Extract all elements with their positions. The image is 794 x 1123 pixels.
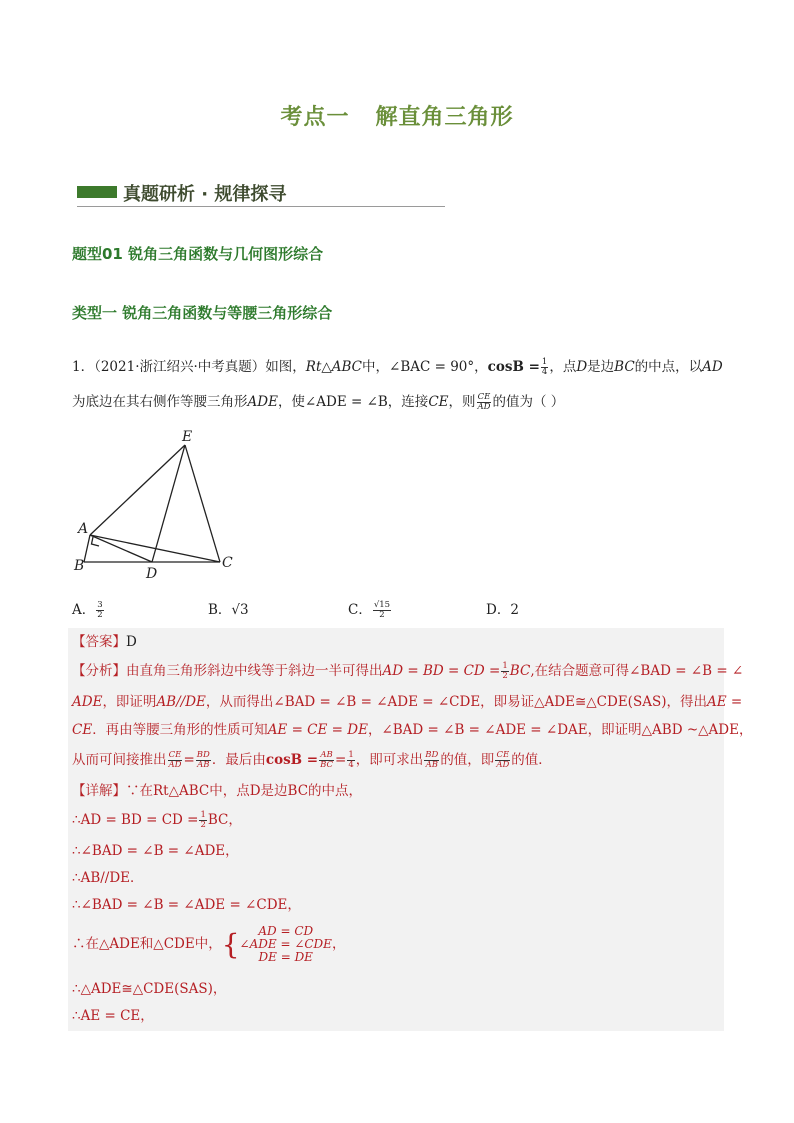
label-B: B [74, 558, 85, 574]
answer-line: 【答案】D [72, 634, 137, 650]
detail-line-5: ∴∠BAD = ∠B = ∠ADE = ∠CDE， [72, 897, 301, 913]
detail-line-7: ∴△ADE≅△CDE(SAS)， [72, 981, 227, 997]
detail-line-8: ∴AE = CE， [72, 1008, 154, 1024]
segment-AB [84, 535, 90, 562]
banner-bar [77, 186, 117, 198]
option-d[interactable]: D．2 [486, 602, 519, 618]
analysis-line-4: 从而可间接推出 $\frac{CE}{AD}$ = $\frac{BD}{AB}$ ．最后由cosB = $\frac{AB}{BC}$ = $\frac{1}{4}$ ，即可求出 $\frac{BD}{AB}$ 的值，即 $\frac{CE}{AD}$ 的值． [72, 750, 552, 770]
detail-line-2: ∴AD = BD = CD = $\frac{1}{2}$ BC， [72, 810, 242, 830]
fraction: $\frac{CE}{AD}$ [477, 392, 491, 412]
detail-line-4: ∴AB//DE． [72, 870, 144, 886]
title-part2: 解直角三角形 [375, 105, 514, 130]
heading-type01: 题型01 锐角三角函数与几何图形综合 [72, 245, 324, 263]
option-a[interactable]: A． $\frac{3}{2}$ [72, 600, 103, 620]
segment-AC [90, 535, 220, 562]
option-b[interactable]: B．√3 [208, 602, 249, 618]
analysis-line-3: CE．再由等腰三角形的性质可知AE = CE = DE，∠BAD = ∠B = ∠ADE = ∠DAE，即证明△ABD ~△ADE， [72, 722, 753, 738]
equation-system: AD = CD ∠ADE = ∠CDE DE = DE [239, 924, 332, 964]
title-part1: 考点一 [280, 105, 350, 130]
question-line-1: 1．（2021·浙江绍兴·中考真题）如图，Rt△ABC中，∠BAC = 90°，cosB = $\frac{1}{4}$ ，点D是边BC的中点，以AD [72, 357, 723, 377]
label-C: C [222, 555, 233, 571]
fraction: $\frac{1}{4}$ [541, 357, 548, 377]
page-title [0, 100, 794, 131]
option-c[interactable]: C． $\frac{√15}{2}$ [348, 600, 391, 620]
segment-AD [90, 535, 152, 562]
banner-text: 真题研析 · 规律探寻 [123, 184, 287, 205]
banner-underline [77, 206, 445, 207]
detail-line-1: 【详解】∵在Rt△ABC中，点D是边BC的中点， [72, 783, 363, 799]
analysis-line-2: ADE，即证明AB//DE，从而得出∠BAD = ∠B = ∠ADE = ∠CDE，即易证△ADE≅△CDE(SAS)，得出AE = [72, 694, 743, 710]
label-E: E [182, 429, 193, 445]
segment-AE [90, 445, 185, 535]
label-A: A [78, 521, 89, 537]
segment-EC [185, 445, 220, 562]
segment-ED [152, 445, 185, 562]
question-line-2: 为底边在其右侧作等腰三角形ADE，使∠ADE = ∠B，连接CE，则 $\frac{CE}{AD}$ 的值为（ ） [72, 392, 565, 412]
detail-line-3: ∴∠BAD = ∠B = ∠ADE， [72, 843, 239, 859]
analysis-line-1: 【分析】由直角三角形斜边中线等于斜边一半可得出AD = BD = CD = $\frac{1}{2}$ BC,在结合题意可得∠BAD = ∠B = ∠ [72, 661, 744, 681]
triangle-figure [70, 425, 245, 585]
label-D: D [146, 566, 158, 582]
detail-line-6: ∴在△ADE和△CDE中，{ AD = CD ∠ADE = ∠CDE DE = DE ， [72, 924, 346, 964]
heading-category1: 类型一 锐角三角函数与等腰三角形综合 [72, 304, 333, 322]
